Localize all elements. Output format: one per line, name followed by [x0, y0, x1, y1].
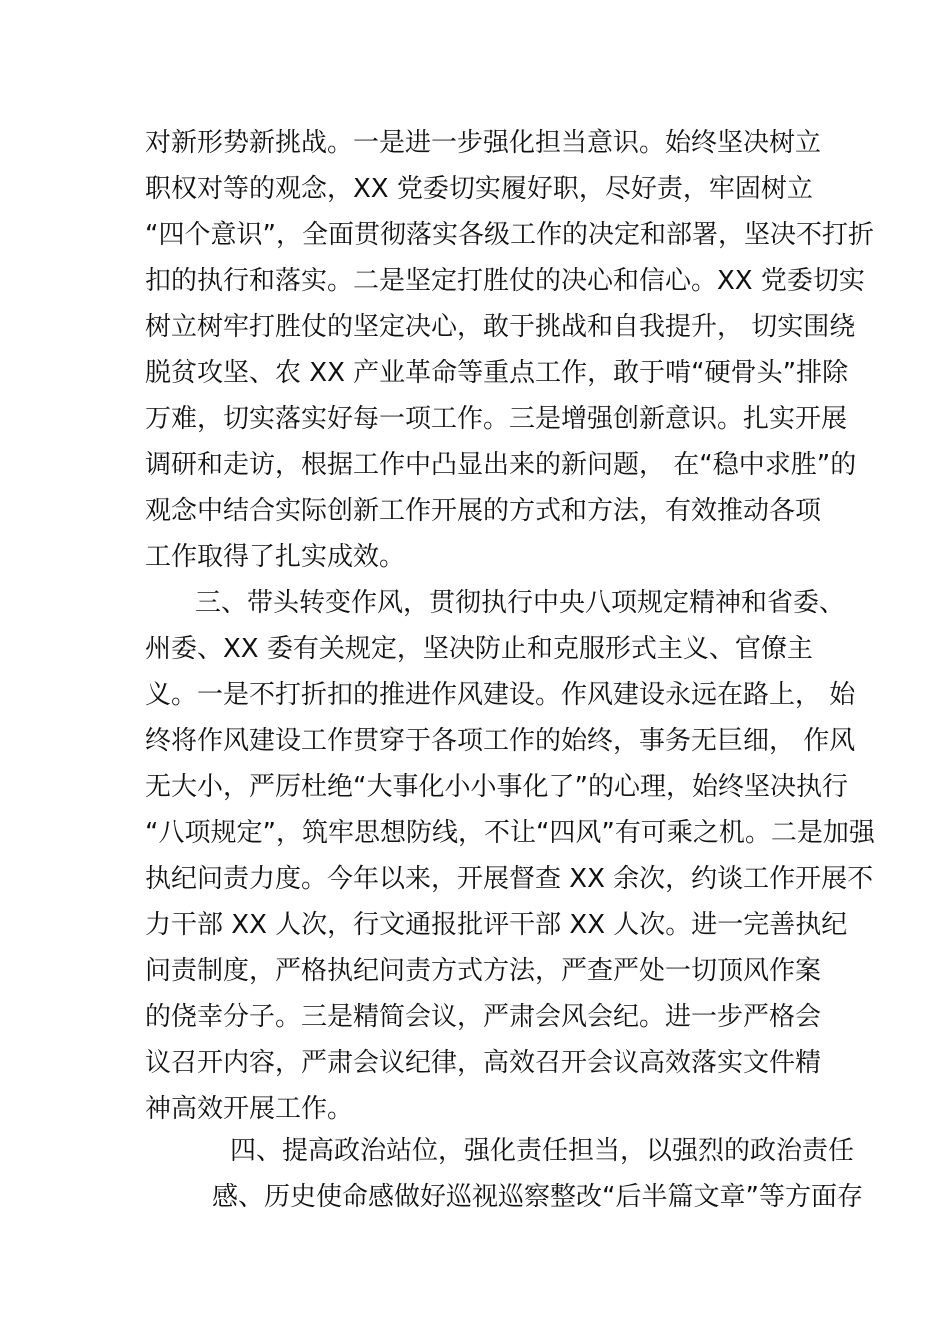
text-line: 工作取得了扎实成效。 [145, 542, 406, 572]
text-line: 无大小，严厉杜绝“大事化小小事化了”的心理，始终坚决执行 [145, 772, 848, 802]
text-line: 观念中结合实际创新工作开展的方式和方法，有效推动各项 [145, 496, 822, 526]
text-line: 对新形势新挑战。一是进一步强化担当意识。始终坚决树立 [145, 128, 822, 158]
section-heading-line: 四、提高政治站位，强化责任担当，以强烈的政治责任 [230, 1136, 855, 1166]
text-line: 感、历史使命感做好巡视巡察整改“后半篇文章”等方面存 [212, 1182, 863, 1212]
text-line: 职权对等的观念，XX 党委切实履好职，尽好责，牢固树立 [145, 174, 813, 204]
text-line: 的侥幸分子。三是精简会议，严肃会风会纪。进一步严格会 [145, 1002, 822, 1032]
text-line: 义。一是不打折扣的推进作风建设。作风建设永远在路上， 始 [145, 680, 856, 710]
text-line: 州委、XX 委有关规定，坚决防止和克服形式主义、官僚主 [145, 634, 813, 664]
text-line: “四个意识”，全面贯彻落实各级工作的决定和部署，坚决不打折 [145, 220, 874, 250]
text-line: 力干部 XX 人次，行文通报批评干部 XX 人次。进一完善执纪 [145, 910, 848, 940]
text-line: 终将作风建设工作贯穿于各项工作的始终，事务无巨细， 作风 [145, 726, 856, 756]
text-line: 万难，切实落实好每一项工作。三是增强创新意识。扎实开展 [145, 404, 848, 434]
text-line: 问责制度，严格执纪问责方式方法，严查严处一切顶风作案 [145, 956, 822, 986]
text-line: 脱贫攻坚、农 XX 产业革命等重点工作，敢于啃“硬骨头”排除 [145, 358, 849, 388]
text-line: 议召开内容，严肃会议纪律，高效召开会议高效落实文件精 [145, 1048, 822, 1078]
text-line: “八项规定”，筑牢思想防线，不让“四风”有可乘之机。二是加强 [145, 818, 875, 848]
section-heading-line: 三、带头转变作风，贯彻执行中央八项规定精神和省委、 [195, 588, 846, 618]
text-line: 调研和走访，根据工作中凸显出来的新问题， 在“稳中求胜”的 [145, 450, 857, 480]
text-line: 执纪问责力度。今年以来，开展督查 XX 余次，约谈工作开展不 [145, 864, 874, 894]
text-line: 扣的执行和落实。二是坚定打胜仗的决心和信心。XX 党委切实 [145, 266, 865, 296]
text-line: 神高效开展工作。 [145, 1094, 354, 1124]
text-line: 树立树牢打胜仗的坚定决心，敢于挑战和自我提升， 切实围绕 [145, 312, 856, 342]
